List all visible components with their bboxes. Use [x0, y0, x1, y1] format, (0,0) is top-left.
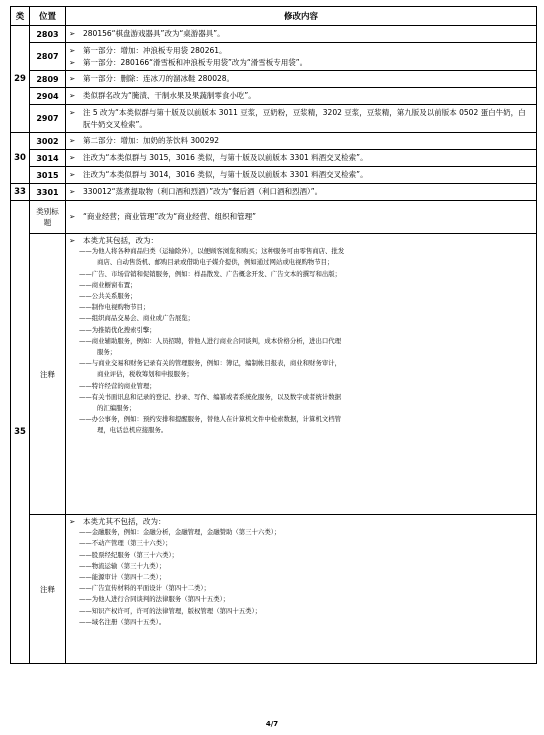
- table-row: [11, 167, 537, 184]
- list-item: ——知识产权许可，许可的法律管理，版权管理（第四十五类）；: [79, 606, 262, 615]
- list-item: ——为他人进行合同谈判的法律服务（第四十五类）；: [79, 595, 230, 604]
- arrowhead-bullet-icon: ➢: [69, 170, 76, 180]
- table-row: [11, 515, 537, 664]
- list-item: ——不动产管理（第三十六类）；: [79, 539, 172, 548]
- class-cell-33: 33: [11, 184, 30, 201]
- list-item: ——金融服务，例如：金融分析，金融管理，金融赞助（第三十六类）；: [79, 528, 281, 537]
- arrowhead-bullet-icon: ➢: [69, 153, 76, 163]
- list-item: ——为他人将各种商品归类（运输除外），以便顾客浏览和购买；这种服务可由零售商店、批发 商店、自动售货机、邮购目录或借助电子媒介提供，例如通过网站或电视购物节目；: [79, 247, 345, 267]
- list-item: ——有关书面讯息和记录的登记、抄录、写作、编纂或者系统化服务，以及数字或者统计数据 的汇编服务；: [79, 392, 342, 413]
- class-cell-29: 29: [11, 26, 30, 133]
- arrowhead-bullet-icon: ➢: [69, 57, 76, 67]
- list-item: ——能源审计（第四十二类）；: [79, 573, 166, 582]
- arrowhead-bullet-icon: ➢: [69, 29, 76, 39]
- list-item: ——物流运输（第三十九类）；: [79, 561, 166, 570]
- content-cell: ➢ 第一部分：增加：冲浪板专用袋 280261。 ➢ 第一部分：280166“滑雪板和冲浪板专用袋”改为“滑雪板专用袋”。: [66, 43, 537, 71]
- arrowhead-bullet-icon: ➢: [69, 46, 76, 56]
- list-item: ——特许经营的商业管理；: [79, 381, 156, 390]
- list-item: ——办公事务，例如：预约安排和提醒服务，替他人在计算机文件中检索数据，计算机文档管 理，电话总机应接服务。: [79, 415, 342, 435]
- header-content: 修改内容: [66, 7, 537, 26]
- table-row: [11, 43, 537, 71]
- table-row: [11, 71, 537, 88]
- position-cell: 3015: [30, 167, 66, 184]
- table-row: [11, 184, 537, 201]
- list-item: ——商业橱窗布置；: [79, 280, 137, 289]
- note-label: 注释: [30, 515, 66, 664]
- position-cell: 3002: [30, 133, 66, 150]
- arrowhead-bullet-icon: ➢: [69, 517, 76, 526]
- content-cell: ➢ 注改为“本类似群与 3014，3016 类似，与第十版及以前版本 3301 料酒交叉检索”。: [66, 167, 537, 184]
- content-cell: ➢ 330012“蒸煮提取物（利口酒和烈酒）”改为“餐后酒（利口酒和烈酒）”。: [66, 184, 537, 201]
- arrowhead-bullet-icon: ➢: [69, 108, 76, 118]
- list-item: ——域名注册（第四十五类）。: [79, 617, 166, 626]
- list-item: ——广告、市场营销和促销服务，例如：样品散发、广告概念开发、广告文本的撰写和出版；: [79, 269, 342, 278]
- exclude-note-cell: ➢ 本类尤其不包括，改为： ——金融服务，例如：金融分析，金融管理，金融赞助（第三十六类）； ——不动产管理（第三十六类）； ——股票经纪服务（第三十六类）； ——物流运输（第三十九类）； ——能源审计（第四十二类）； ——广告宣传材料的平面设计（第四十二类）； ——为他人进行合同谈判的法律服务（第四十五类）； ——知识产权许可，许可的法律管理，版权管理（第四十五类）； ——域名注册（第四十五类）。: [66, 515, 537, 664]
- arrowhead-bullet-icon: ➢: [69, 74, 76, 84]
- content-cell: ➢ 注 5 改为“本类似群与第十版及以前版本 3011 豆浆，豆奶粉，豆浆精，3202 豆浆，豆浆精，第九版及以前版本 0502 蛋白牛奶，白朊牛奶交叉检索”。: [66, 105, 537, 133]
- class-cell-35: 35: [11, 201, 30, 664]
- arrowhead-bullet-icon: ➢: [69, 91, 76, 101]
- list-item: ——公共关系服务；: [79, 292, 137, 301]
- list-item: ——为推销优化搜索引擎；: [79, 325, 156, 334]
- table-row: [11, 150, 537, 167]
- list-item: ——商业辅助服务，例如：人员招聘，替他人进行商业合同谈判，成本价格分析，进出口代理 服务；: [79, 336, 342, 357]
- list-item: ——广告宣传材料的平面设计（第四十二类）；: [79, 584, 211, 593]
- arrowhead-bullet-icon: ➢: [69, 187, 76, 197]
- position-cell: 2803: [30, 26, 66, 43]
- position-cell: 2907: [30, 105, 66, 133]
- page-number: 4/7: [265, 720, 279, 728]
- note-label: 注释: [30, 234, 66, 515]
- table-row: [11, 201, 537, 234]
- content-cell: ➢ 类似群名改为“腌渍、干制水果及果蔬制零食小吃”。: [66, 88, 537, 105]
- table-row: [11, 133, 537, 150]
- include-note-cell: ➢ 本类尤其包括，改为： ——为他人将各种商品归类（运输除外），以便顾客浏览和购买；这种服务可由零售商店、批发 商店、自动售货机、邮购目录或借助电子媒介提供，例如通过网站或电视购物节目； ——广告、市场营销和促销服务，例如：样品散发、广告概念开发、广告文本的撰写和出版； ——商业橱窗布置； ——公共关系服务； ——制作电视购物节目； ——组织商品交易会、商业或广告展览； ——为推销优化搜索引擎； ——商业辅助服务，例如：人员招聘，替他人进行商业合同谈判，成本价格分析，进出口代理 服务； ——与商业交易和财务记录有关的管理服务，例如：簿记，编制帐目报表，商业和财务审计， 商业评估，税收筹划和申报服务； ——特许经营的商业管理； ——有关书面讯息和记录的登记、抄录、写作、编纂或者系统化服务，以及数字或者统计数据 的汇编服务； ——办公事务，例如：预约安排和提醒服务，替他人在计算机文件中检索数据，计算机文档管 理，电话总机应接服务。: [66, 234, 537, 515]
- table-row: [11, 105, 537, 133]
- arrowhead-bullet-icon: ➢: [69, 136, 76, 146]
- class-cell-30: 30: [11, 133, 30, 184]
- header-position: 位置: [30, 7, 66, 26]
- table-row: [11, 26, 537, 43]
- content-cell: ➢ 第二部分：增加：加奶的茶饮料 300292: [66, 133, 537, 150]
- exclude-list: [69, 527, 533, 628]
- arrowhead-bullet-icon: ➢: [69, 212, 76, 222]
- list-item: ——股票经纪服务（第三十六类）；: [79, 550, 179, 559]
- list-item: ——与商业交易和财务记录有关的管理服务，例如：簿记，编制帐目报表，商业和财务审计， 商业评估，税收筹划和申报服务；: [79, 359, 342, 379]
- class-title-label: 类别标题: [30, 201, 66, 234]
- position-cell: 2904: [30, 88, 66, 105]
- list-item: ——制作电视购物节目；: [79, 303, 150, 312]
- table-header-row: [11, 7, 537, 26]
- position-cell: 2807: [30, 43, 66, 71]
- list-item: ——组织商品交易会、商业或广告展览；: [79, 314, 195, 323]
- content-cell: ➢ “商业经营；商业管理”改为“商业经营、组织和管理”: [66, 201, 537, 234]
- position-cell: 3301: [30, 184, 66, 201]
- arrowhead-bullet-icon: ➢: [69, 236, 76, 245]
- include-list: [69, 246, 533, 436]
- revision-table: [10, 6, 537, 664]
- header-class: 类: [11, 7, 30, 26]
- table-row: [11, 88, 537, 105]
- content-cell: ➢ 280156“棋盘游戏器具”改为“桌游器具”。: [66, 26, 537, 43]
- content-cell: ➢ 第一部分：删除：连冰刀的溜冰鞋 280028。: [66, 71, 537, 88]
- position-cell: 2809: [30, 71, 66, 88]
- position-cell: 3014: [30, 150, 66, 167]
- content-cell: ➢ 注改为“本类似群与 3015，3016 类似，与第十版及以前版本 3301 料酒交叉检索”。: [66, 150, 537, 167]
- table-row: [11, 234, 537, 515]
